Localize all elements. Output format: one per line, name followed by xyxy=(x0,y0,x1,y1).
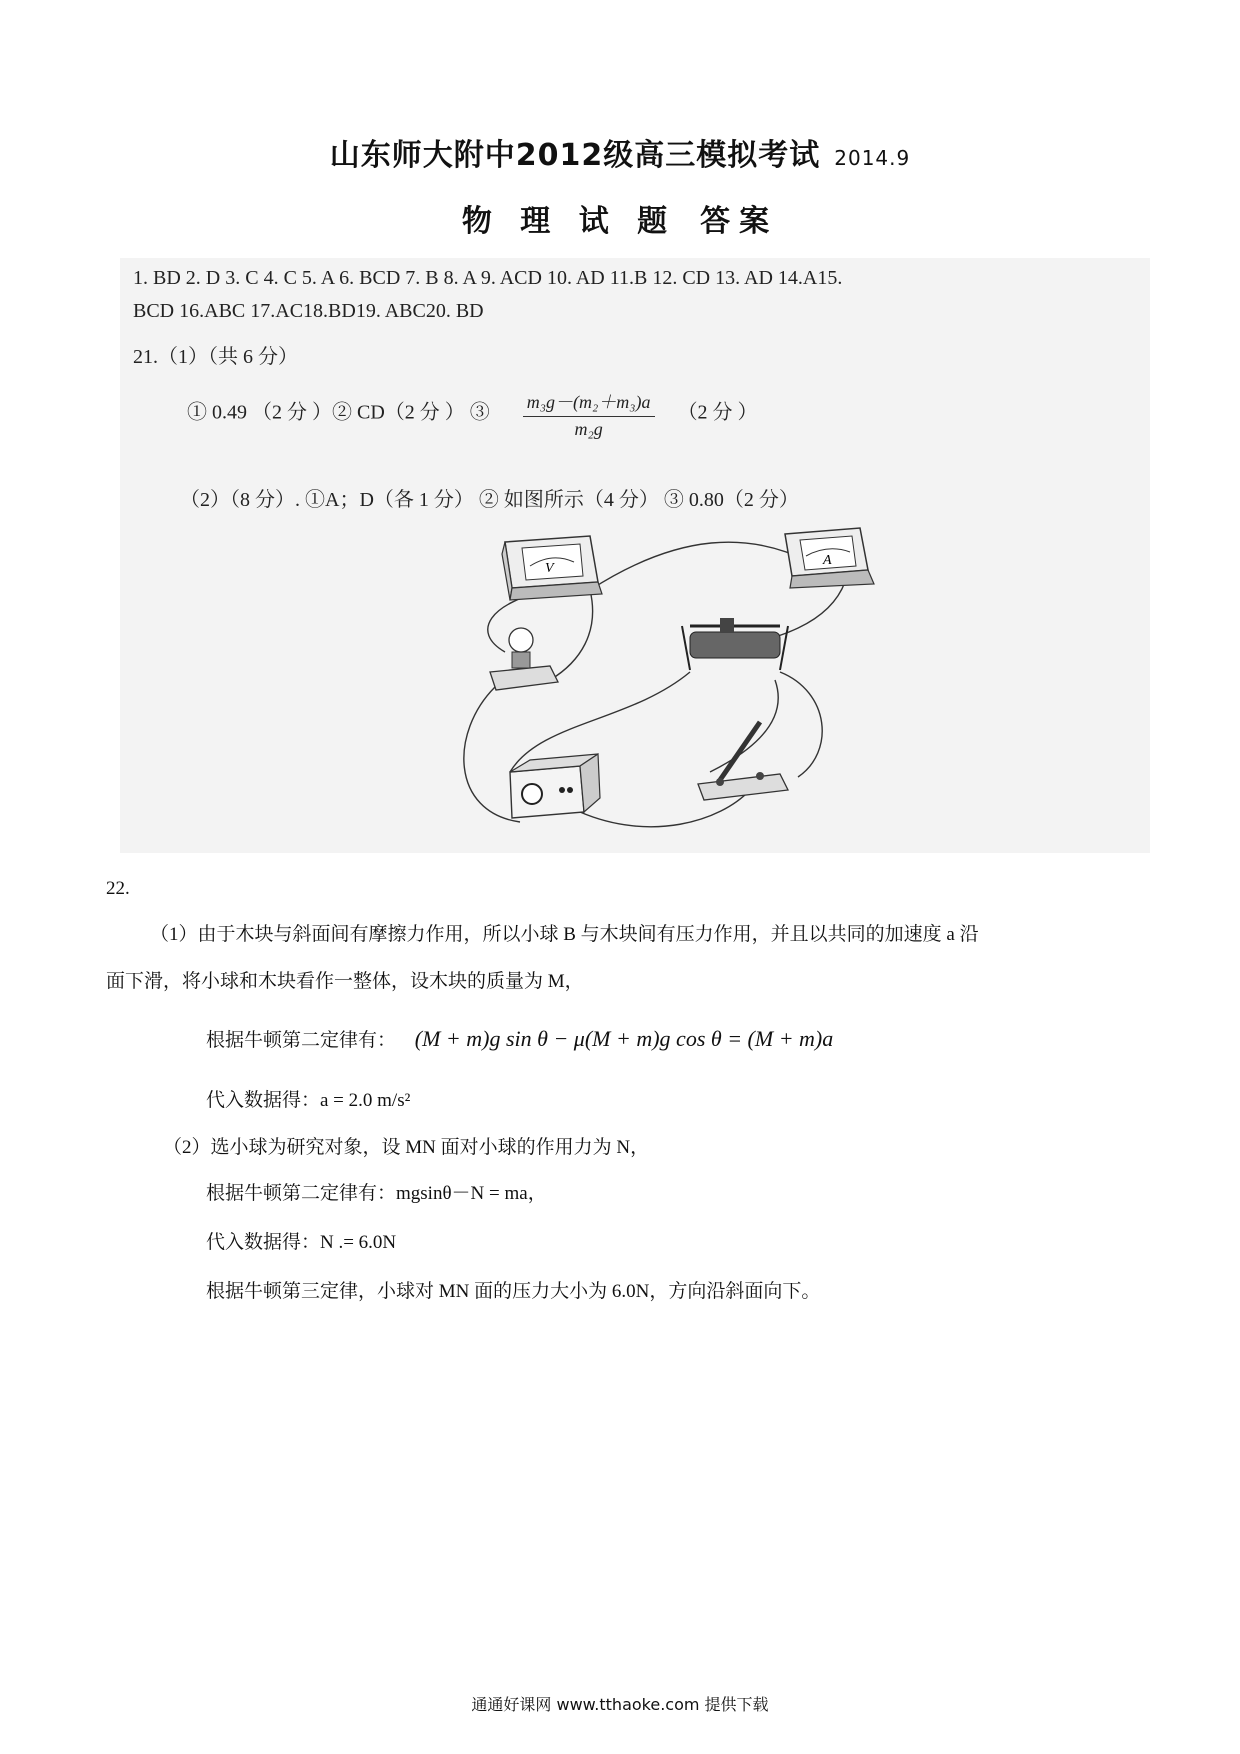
page-title xyxy=(0,130,1240,174)
answer-label: 答案 xyxy=(700,204,779,239)
circuit-diagram xyxy=(450,522,950,842)
mc-answers-line1: 1. BD 2. D 3. C 4. C 5. A 6. BCD 7. B 8. A 9. ACD 10. AD 11.B 12. CD 13. AD 14.A15. xyxy=(133,267,843,289)
rheostat xyxy=(682,618,788,670)
ammeter-label: A xyxy=(823,553,832,568)
q21-part2-row: （2）（8 分）. ①A；D（各 1 分） ② 如图所示（4 分） ③ 0.80（2 分） xyxy=(180,489,799,511)
q22-law-label: 根据牛顿第二定律有： xyxy=(206,1030,397,1051)
page-footer: 通通好课网 www.tthaoke.com 提供下载 xyxy=(471,1695,769,1714)
power-supply xyxy=(510,754,600,818)
voltmeter-label: V xyxy=(545,561,554,576)
q22-p2-line2: 根据牛顿第二定律有：mgsinθ－N = ma， xyxy=(206,1183,547,1204)
q22-p1-line1: （1）由于木块与斜面间有摩擦力作用，所以小球 B 与木块间有压力作用，并且以共同的加速度 a 沿 xyxy=(150,924,979,945)
q21-fraction xyxy=(523,388,655,440)
exam-date: 2014.9 xyxy=(834,146,911,170)
wire-rheostat-switch xyxy=(710,680,778,772)
q21-part1-score: （2 分 ） xyxy=(677,401,758,424)
knife-switch xyxy=(698,722,788,800)
q22-p1-result: 代入数据得：a = 2.0 m/s² xyxy=(206,1090,411,1111)
wire-voltmeter-ammeter xyxy=(590,542,810,590)
q22-p2-line3: 代入数据得：N .= 6.0N xyxy=(206,1232,397,1253)
q22-p2-line1: （2）选小球为研究对象，设 MN 面对小球的作用力为 N， xyxy=(163,1137,650,1158)
rheostat-slider xyxy=(720,618,734,632)
q22-p1-line2: 面下滑，将小球和木块看作一整体，设木块的质量为 M， xyxy=(106,971,584,992)
wire-rheostat-right xyxy=(780,672,822,777)
subject-label: 物 理 试 题 xyxy=(461,204,677,239)
fraction-denominator: m₂g xyxy=(574,419,603,439)
ammeter xyxy=(785,528,874,588)
q22-number: 22. xyxy=(106,878,130,899)
wire-voltmeter-bulb-right xyxy=(550,590,593,680)
q22-p2-line4: 根据牛顿第三定律，小球对 MN 面的压力大小为 6.0N，方向沿斜面向下。 xyxy=(206,1281,821,1302)
page-subtitle xyxy=(0,196,1240,240)
wire-rheostat-supply xyxy=(510,672,690,772)
q22-p1-equation-row xyxy=(206,1025,833,1052)
bulb-icon xyxy=(509,628,533,652)
bulb-holder xyxy=(490,628,558,690)
fraction-numerator: m₃g－(m₂＋m₃)a xyxy=(523,388,655,417)
q21-heading: 21.（1）（共 6 分） xyxy=(133,346,298,368)
q22-equation: (M + m)g sin θ − μ(M + m)g cos θ = (M + m)a xyxy=(414,1026,834,1051)
q21-part1-text: ① 0.49 （2 分 ）② CD（2 分 ） ③ xyxy=(187,401,490,424)
voltmeter xyxy=(502,536,602,600)
mc-answers-line2: BCD 16.ABC 17.AC18.BD19. ABC20. BD xyxy=(133,300,484,322)
knob-icon xyxy=(522,784,542,804)
exam-title: 山东师大附中2012级高三模拟考试 xyxy=(329,138,821,173)
q21-part1-row xyxy=(187,388,758,440)
